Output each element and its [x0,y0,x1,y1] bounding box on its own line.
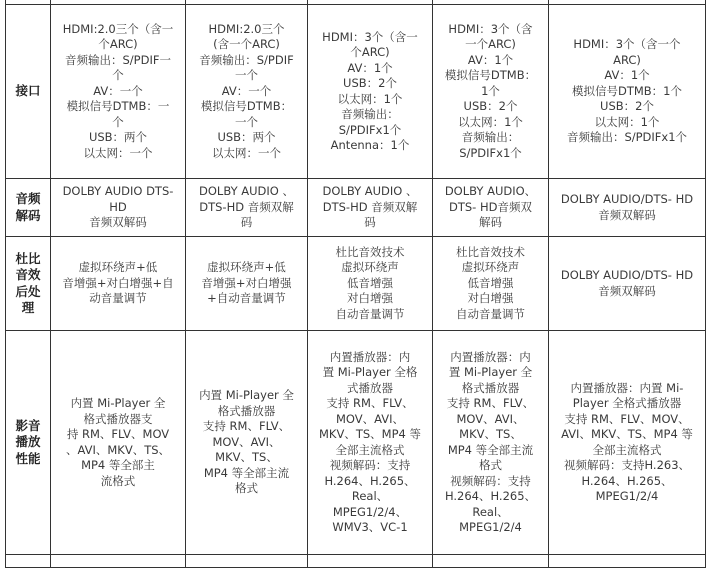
cell-text-line: DOLBY AUDIO/DTS- HD [560,268,694,282]
cell-text-line: H.264、H.265、 [444,489,537,503]
table-cell [433,331,549,555]
table-cell [308,331,433,555]
table-cell [433,179,549,237]
cell-text-line: 一个 [235,68,258,83]
cell-text-line: 流格式 [100,473,136,488]
table-cell [51,5,186,179]
cell-text-line: 码 [240,215,253,230]
table-cell [549,237,706,331]
row-header-dolby-post [6,237,51,331]
cell-text-line: H.264、H.265、 [324,473,416,488]
cell-text-line: 支持 RM、FLV、 [202,419,291,434]
cell-text-line: MOV、AVI、 [212,434,281,449]
cell-text-line: 以太网：一个 [83,145,153,160]
cell-text-line: USB：2个 [343,76,397,90]
table-cell [186,331,308,555]
table-cell [549,555,706,568]
table-cell [51,237,186,331]
cell-text-line: 码 [364,215,376,230]
cell-text-line: 视频解码：支持H.263、 [563,458,691,472]
cell-text-line: WMV3、VC-1 [332,520,408,534]
cell-text-line: 对白增强 [467,291,514,306]
cell-text-line: DOLBY AUDIO、 [444,184,537,199]
cell-text-line: 音频输出： [461,130,520,145]
cell-text-line: 内置 Mi-Player 全 [199,388,294,403]
cell-text-line: AV：1个 [604,68,650,83]
cell-text-line: HDMI：3个（含 [448,21,533,36]
cell-text-line: S/PDIFx1个 [459,145,522,160]
cell-text-line: 个ARC) [98,37,138,52]
cell-text-line: MOV、AVI、 [456,411,525,426]
cell-text-line: MKV、TS、 [459,427,522,441]
table-cell [51,555,186,568]
cell-text-line: 音频输出： [341,107,399,121]
cell-text-line: (含一个ARC) [213,37,280,52]
cell-text-line: 虚拟环绕声 [461,260,520,275]
cell-text-line: AV：一个 [93,83,143,98]
cell-text-line: MPEG1/2/4、 [332,504,408,519]
cell-text-line: 一个ARC) [465,37,516,52]
cell-text-line: 音频 [15,191,41,206]
cell-text-line: 音频输出：S/PDIFx1个 [566,130,688,145]
cell-text-line: 音增强+对白增强+自 [62,275,174,290]
cell-text-line: 理 [21,300,35,315]
table-row-dolby-post [6,237,706,331]
cell-text-line: 视频解码：支持 [329,458,411,472]
cell-text-line: 格式 [479,458,502,472]
cell-text-line: MKV、TS、MP4 等 [319,427,421,441]
cell-text-line: DTS-HD 音频双解 [322,199,418,214]
spec-comparison-table [5,0,706,568]
cell-text-line: 以太网：一个 [212,145,281,160]
cell-text-line: HDMI：3个（含一个 [573,37,681,52]
cell-text-line: 置 Mi-Player 全 [448,365,533,379]
cell-text-line: MP4 等全部主流 [447,442,534,457]
cell-text-line: 式播放器 [347,380,393,395]
cell-text-line: 格式播放器 [217,403,276,418]
cell-text-line: 模拟信号DTMB： [444,68,537,83]
table-cell [549,5,706,179]
table-row-next-stub [6,555,706,568]
row-header-label: 接口 [15,83,41,99]
cell-text-line: 一个 [235,114,258,129]
cell-text-line: 内置播放器：内置 Mi- [570,380,684,395]
cell-text-line: DTS- HD音频双 [449,199,532,214]
cell-text-line: HDMI：3个（含一 [322,29,418,44]
table-cell [433,555,549,568]
table-cell [549,331,706,555]
cell-text-line: 播放 [15,434,41,450]
table-cell [308,179,433,237]
cell-text-line: AV：一个 [221,83,272,98]
cell-text-line: 自动音量调节 [456,306,525,321]
cell-text-line: DOLBY AUDIO DTS- [62,184,174,199]
cell-text-line: Antenna：1个 [330,138,410,152]
table-cell [308,5,433,179]
cell-text-line: 性能 [15,450,41,466]
table-row-audio-decode [6,179,706,237]
cell-text-line: 内置 Mi-Player 全 [70,396,166,410]
cell-text-line: 全部主流格式 [592,442,662,457]
cell-text-line: DTS-HD 音频双解 [199,199,294,214]
cell-text-line: Player 全格式播放器 [572,396,682,410]
cell-text-line: DOLBY AUDIO/DTS- HD [560,192,694,206]
table-cell [308,237,433,331]
cell-text-line: MP4 等全部主流 [203,465,290,480]
cell-text-line: 影音 [15,417,41,433]
table-cell [51,331,186,555]
cell-text-line: 音增强+对白增强 [201,275,292,290]
cell-text-line: 支持 RM、FLV、MOV、 [564,411,690,426]
cell-text-line: 解码 [479,215,502,230]
cell-text-line: MPEG1/2/4 [595,489,659,503]
cell-text-line: 格式播放器 [461,380,520,395]
cell-text-line: 解码 [15,207,41,223]
table-cell [186,179,308,237]
cell-text-line: 杜比 [15,250,41,266]
cell-text-line: 杜比音效技术 [456,244,525,259]
cell-text-line: Real、 [472,504,509,519]
table-cell [433,5,549,179]
row-header-media-playback [6,331,51,555]
cell-text-line: 杜比音效技术 [335,244,405,259]
cell-text-line: MOV、AVI、 [335,411,405,426]
cell-text-line: 置 Mi-Player 全格 [322,365,418,379]
table-cell [549,179,706,237]
cell-text-line: MP4 等全部主 [81,458,155,472]
cell-text-line: 视频解码：支持 [450,473,531,488]
cell-text-line: ARC) [613,52,641,67]
cell-text-line: HDMI:2.0三个 [208,21,285,36]
cell-text-line: 音频双解码 [89,215,147,230]
cell-text-line: 格式播放器支 [83,411,153,426]
cell-text-line: 自动音量调节 [335,306,405,321]
cell-text-line: USB：2个 [600,99,654,114]
cell-text-line: 格式 [235,481,258,496]
cell-text-line: 低音增强 [347,275,393,290]
cell-text-line: 支持 RM、FLV、 [446,396,535,410]
cell-text-line: 虚拟环绕声+低 [78,260,158,275]
cell-text-line: USB：两个 [217,130,276,145]
cell-text-line: H.264、H.265、 [581,473,673,488]
table-row-media-playback [6,331,706,555]
cell-text-line: 个 [112,114,124,129]
row-header-audio-decode [6,179,51,237]
cell-text-line: 、AVI、MKV、TS、 [65,442,171,457]
cell-text-line: S/PDIFx1个 [338,122,402,137]
table-cell [433,237,549,331]
cell-text-line: 虚拟环绕声 [341,260,399,275]
table-row-interface [6,5,706,179]
cell-text-line: 音频输出：S/PDIF一 [65,52,171,67]
row-header-interface [6,5,51,179]
table-cell [186,5,308,179]
cell-text-line: MKV、TS、 [215,450,278,465]
cell-text-line: 音频双解码 [598,283,656,298]
cell-text-line: 模拟信号DTMB：1个 [571,83,682,98]
cell-text-line: 内置播放器：内 [450,349,531,364]
cell-text-line: 动音量调节 [89,291,147,306]
cell-text-line: 内置播放器：内 [329,349,411,364]
table-cell [6,555,51,568]
cell-text-line: 对白增强 [347,291,393,306]
cell-text-line: 1个 [481,83,500,98]
cell-text-line: 以太网：1个 [337,91,403,106]
cell-text-line: AVI、MKV、TS、MP4 等 [561,427,693,441]
table-cell [308,555,433,568]
cell-text-line: HD [109,199,127,214]
table-cell [186,555,308,568]
table-cell [186,237,308,331]
cell-text-line: 全部主流格式 [335,442,405,457]
cell-text-line: HDMI:2.0三个（含一 [62,21,174,36]
table-cell [51,179,186,237]
cell-text-line: 音频输出：S/PDIF [199,52,294,67]
cell-text-line: 持 RM、FLV、MOV [66,427,170,441]
cell-text-line: DOLBY AUDIO 、 [199,184,294,199]
cell-text-line: AV：1个 [347,60,393,75]
cell-text-line: DOLBY AUDIO 、 [322,184,418,199]
cell-text-line: +自动音量调节 [207,291,286,306]
cell-text-line: 后处 [15,283,41,299]
cell-text-line: 以太网：1个 [594,114,660,129]
cell-text-line: 支持 RM、FLV、 [326,396,414,410]
cell-text-line: USB：2个 [463,99,518,114]
cell-text-line: MPEG1/2/4 [459,520,522,534]
cell-text-line: 音频双解码 [598,207,656,222]
cell-text-line: 音效 [15,267,41,282]
cell-text-line: 低音增强 [467,275,514,290]
cell-text-line: 个 [112,68,124,83]
cell-text-line: 个ARC) [350,45,390,59]
cell-text-line: 虚拟环绕声+低 [207,260,286,275]
cell-text-line: AV：1个 [467,52,514,67]
cell-text-line: USB：两个 [88,130,148,145]
cell-text-line: 以太网：1个 [458,114,523,129]
cell-text-line: Real、 [351,489,389,503]
cell-text-line: 模拟信号DTMB：一 [66,99,170,114]
cell-text-line: 模拟信号DTMB： [200,99,293,114]
